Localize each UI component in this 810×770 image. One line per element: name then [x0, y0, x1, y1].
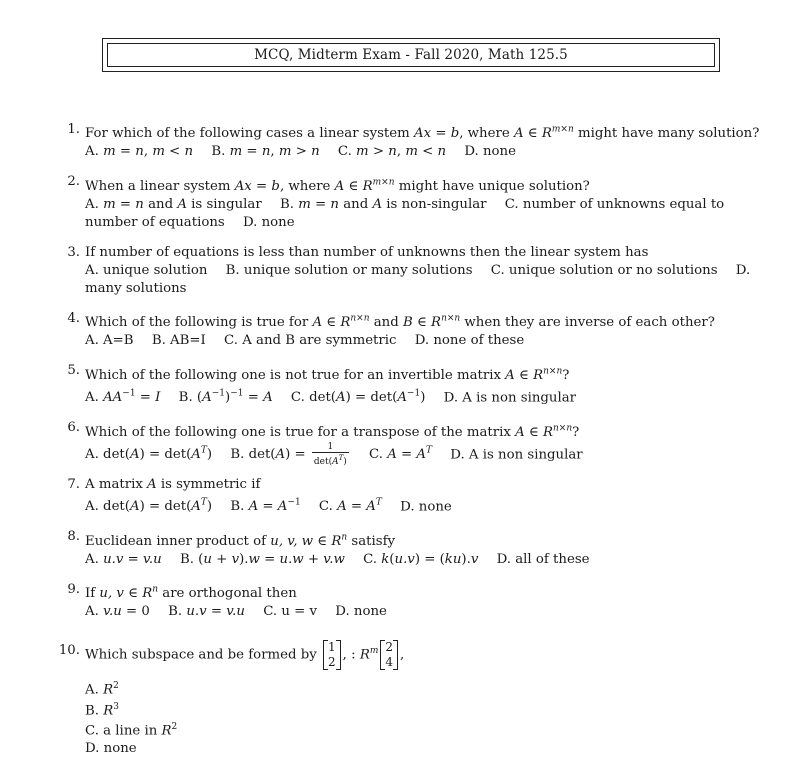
question-stem: If number of equations is less than number of unknowns then the linear system has [85, 244, 649, 260]
question-number: 4. [67, 310, 80, 326]
question-stem: Which of the following one is not true for an invertible matrix A ∈ $R^{n\times n}$? [85, 366, 570, 383]
option-d[interactable]: D. none of these [414, 333, 525, 349]
question-stem: Which subspace and be formed by 1 2 , : $R^m$ 2 4 , [85, 640, 405, 670]
option-a[interactable]: A. $\det(A) = \det(A^T)$ [85, 497, 213, 515]
question-list [60, 121, 775, 770]
option-a[interactable]: A. u.v = v.u [85, 551, 162, 567]
question-10 [60, 633, 775, 758]
option-list [85, 603, 775, 621]
option-c[interactable]: C. u = v [263, 604, 318, 620]
question-number: 9. [67, 581, 80, 597]
option-c[interactable]: C. A and B are symmetric [224, 333, 397, 349]
question-2 [60, 173, 775, 231]
question-number: 7. [67, 476, 80, 492]
option-d[interactable]: D. none [335, 604, 387, 620]
option-a[interactable]: A. v.u = 0 [85, 604, 150, 620]
option-b[interactable]: B. m = n, m > n [211, 144, 320, 160]
question-stem: Euclidean inner product of u, v, w ∈ $R^n$ satisfy [85, 532, 396, 549]
option-a[interactable]: A. m = n, m < n [85, 144, 194, 160]
option-b[interactable]: B. $R^3$ [85, 701, 119, 718]
question-4 [60, 310, 775, 350]
option-d[interactable]: D. A is non singular [443, 390, 577, 406]
option-c[interactable]: C. $A = A^T$ [369, 445, 433, 462]
option-list [85, 332, 775, 350]
question-3 [60, 244, 775, 298]
option-d[interactable]: D. none [242, 214, 295, 230]
question-8 [60, 528, 775, 568]
option-d[interactable]: D. many solutions [85, 262, 751, 296]
option-list [85, 441, 775, 467]
question-stem: Which of the following one is true for a transpose of the matrix A ∈ $R^{n\times n}$? [85, 423, 580, 440]
option-d[interactable]: D. none [400, 499, 452, 515]
option-b[interactable]: B. (u + v).w = u.w + v.w [179, 551, 345, 567]
question-number: 2. [67, 174, 80, 190]
option-list [85, 678, 775, 758]
question-6 [60, 419, 775, 467]
question-number: 10. [58, 643, 80, 659]
option-list [85, 262, 775, 298]
option-list [85, 196, 775, 232]
option-a[interactable]: A. $AA^{-1} = I$ [85, 388, 161, 406]
option-c[interactable]: C. k(u.v) = (ku).v [363, 551, 479, 567]
option-d[interactable]: D. none [85, 741, 137, 757]
question-stem: If u, v ∈ $R^n$ are orthogonal then [85, 584, 297, 602]
question-number: 6. [67, 420, 80, 436]
option-c[interactable]: C. $\det(A) = \det(A^{-1})$ [290, 388, 426, 406]
question-number: 8. [67, 529, 80, 545]
option-b[interactable]: B. unique solution or many solutions [225, 262, 473, 278]
option-d[interactable]: D. all of these [496, 551, 590, 567]
fraction: $\frac{1}{\det(A^T)}$ [313, 441, 347, 467]
option-d[interactable]: D. A is non singular [450, 446, 583, 462]
option-a[interactable]: A. m = n and A is singular [85, 196, 262, 212]
option-list [85, 494, 775, 516]
option-c[interactable]: C. $A = A^T$ [318, 497, 382, 515]
option-list [85, 551, 775, 569]
option-b[interactable]: B. $A = A^{-1}$ [230, 497, 301, 515]
question-number: 5. [67, 363, 80, 379]
option-a[interactable]: A. unique solution [85, 262, 208, 278]
option-b[interactable]: B. AB=I [151, 333, 206, 349]
exam-title: MCQ, Midterm Exam - Fall 2020, Math 125.5 [107, 43, 715, 67]
option-c[interactable]: C. unique solution or no solutions [490, 262, 718, 278]
option-list [85, 143, 775, 161]
option-b[interactable]: B. m = n and A is non-singular [279, 196, 487, 212]
question-9 [60, 581, 775, 621]
option-a[interactable]: A. A=B [85, 333, 134, 349]
option-a[interactable]: A. $R^2$ [85, 680, 119, 698]
question-number: 1. [67, 122, 80, 137]
question-1 [60, 121, 775, 161]
option-c[interactable]: C. number of unknowns equal to number of equations [85, 196, 725, 230]
option-list [85, 385, 775, 407]
option-a[interactable]: A. $\det(A) = \det(A^T)$ [85, 445, 213, 462]
question-number: 3. [67, 244, 80, 260]
exam-title-frame [102, 38, 720, 72]
option-b[interactable]: B. det(A) = $\frac{1}{\det(A^T)}$ [230, 441, 347, 467]
vector-matrix: 1 2 [323, 640, 341, 670]
option-b[interactable]: B. $(A^{-1})^{-1} = A$ [178, 388, 273, 406]
option-c[interactable]: C. m > n, m < n [337, 144, 447, 160]
question-stem: For which of the following cases a linear system Ax = b, where A ∈ $R^{m\times n}$ might have many solution? [85, 125, 760, 142]
option-b[interactable]: B. u.v = v.u [168, 604, 245, 620]
question-stem: Which of the following is true for A ∈ $R^{n\times n}$ and B ∈ $R^{n\times n}$ when they are inverse of each other? [85, 313, 715, 331]
vector-matrix: 2 4 [380, 640, 398, 670]
question-stem: A matrix A is symmetric if [85, 476, 261, 492]
question-5 [60, 362, 775, 407]
option-c[interactable]: C. a line in $R^2$ [85, 722, 178, 739]
option-d[interactable]: D. none [464, 144, 516, 160]
question-stem: When a linear system Ax = b, where A ∈ $R^{m\times n}$ might have unique solution? [85, 177, 590, 194]
question-7 [60, 476, 775, 516]
